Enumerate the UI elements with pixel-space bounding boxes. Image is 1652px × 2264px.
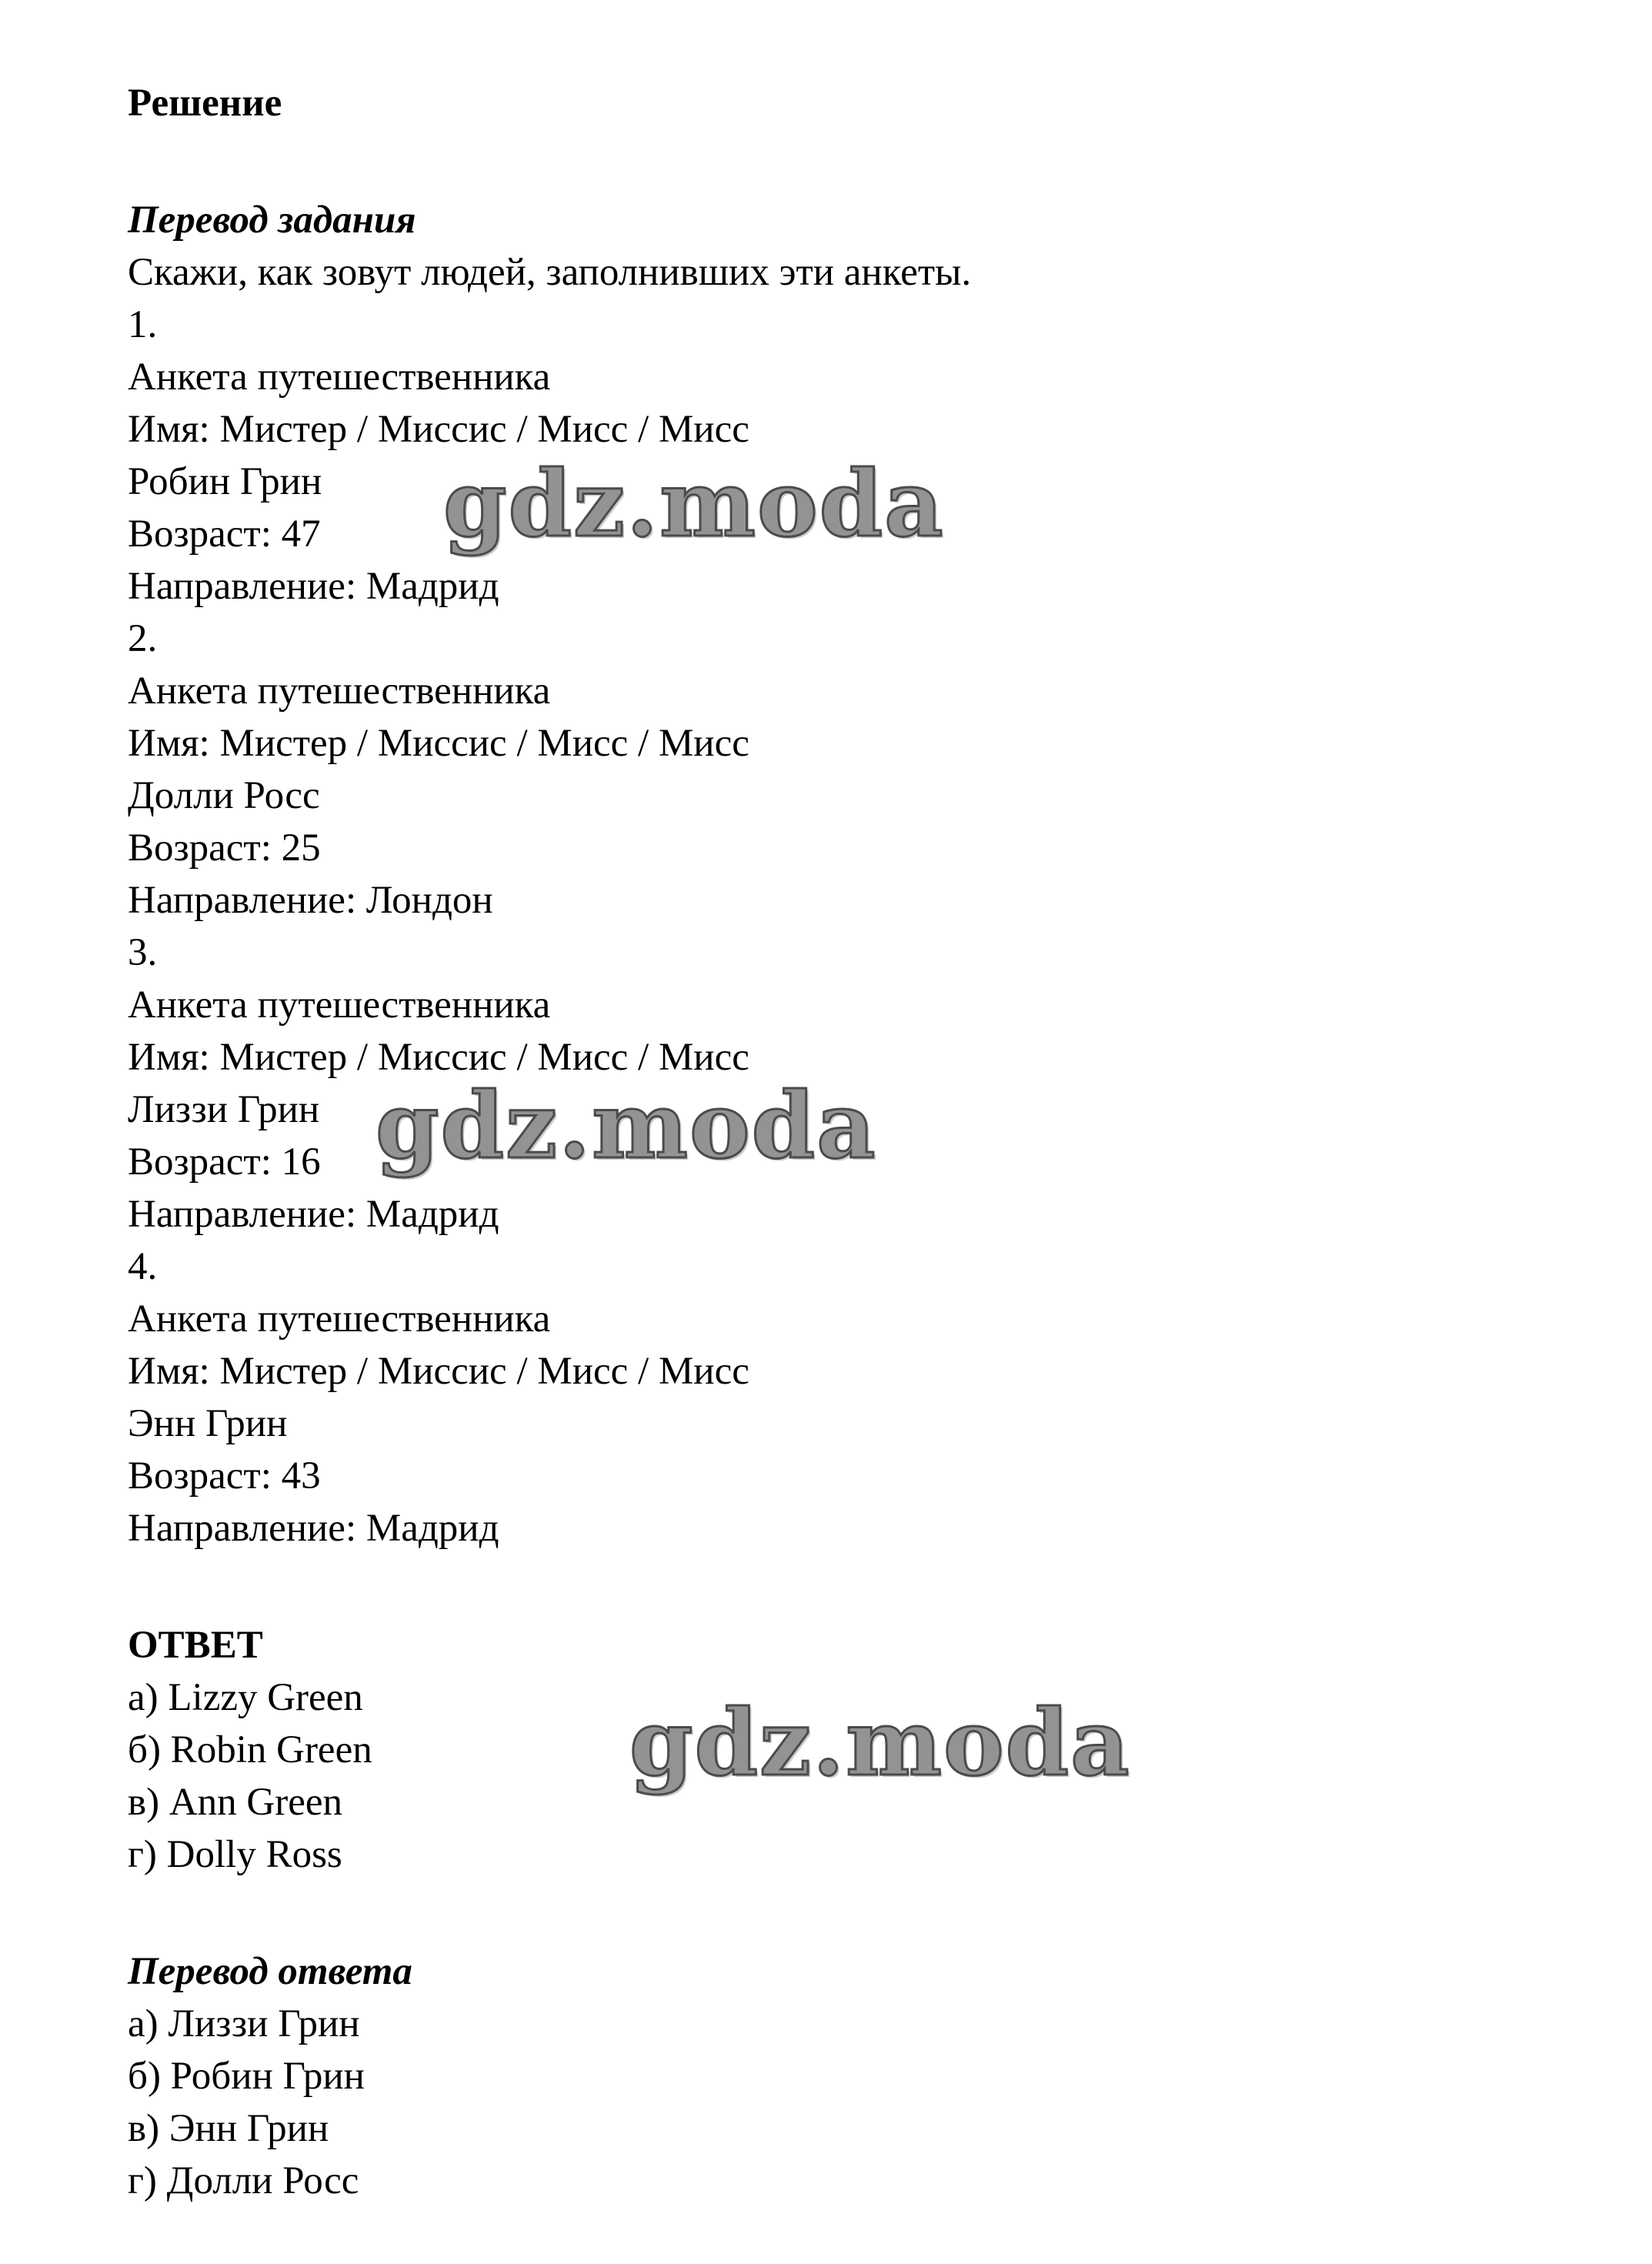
form-age: Возраст: 16 xyxy=(128,1140,321,1184)
form-person: Долли Росс xyxy=(128,774,320,817)
solution-heading: Решение xyxy=(128,82,282,125)
form-name-line: Имя: Мистер / Миссис / Мисс / Мисс xyxy=(128,722,749,765)
answer-translation-item: г) Долли Росс xyxy=(128,2159,359,2202)
form-name-line: Имя: Мистер / Миссис / Мисс / Мисс xyxy=(128,408,749,451)
traveller-form-4 xyxy=(128,1241,1590,1554)
form-person: Лиззи Грин xyxy=(128,1088,320,1131)
answer-item: в) Ann Green xyxy=(128,1781,342,1824)
form-person: Робин Грин xyxy=(128,460,322,503)
watermark-logo: gdz.moda xyxy=(375,1072,877,1179)
spacer xyxy=(128,1554,1590,1619)
answer-item: б) Robin Green xyxy=(128,1728,372,1771)
form-destination: Направление: Мадрид xyxy=(128,565,499,608)
form-name-line: Имя: Мистер / Миссис / Мисс / Мисс xyxy=(128,1036,749,1079)
answer-item: а) Lizzy Green xyxy=(128,1676,363,1719)
form-age: Возраст: 25 xyxy=(128,826,321,870)
answer-translation-item: а) Лиззи Грин xyxy=(128,2002,360,2045)
form-person: Энн Грин xyxy=(128,1402,288,1445)
form-destination: Направление: Лондон xyxy=(128,879,493,922)
form-title: Анкета путешественника xyxy=(128,670,551,713)
answer-heading: ОТВЕТ xyxy=(128,1624,263,1667)
task-instruction: Скажи, как зовут людей, заполнивших эти анкеты. xyxy=(128,251,972,294)
form-title: Анкета путешественника xyxy=(128,356,551,399)
task-translation-heading: Перевод задания xyxy=(128,199,416,242)
answer-translation-item: б) Робин Грин xyxy=(128,2055,365,2098)
spacer xyxy=(128,1881,1590,1945)
form-number: 1. xyxy=(128,303,158,346)
answer-translation-heading: Перевод ответа xyxy=(128,1950,412,1993)
form-title: Анкета путешественника xyxy=(128,1297,551,1341)
watermark-logo: gdz.moda xyxy=(629,1689,1131,1796)
form-name-line: Имя: Мистер / Миссис / Мисс / Мисс xyxy=(128,1350,749,1393)
traveller-form-2 xyxy=(128,613,1590,927)
form-number: 4. xyxy=(128,1245,158,1288)
form-title: Анкета путешественника xyxy=(128,983,551,1027)
form-number: 2. xyxy=(128,617,158,660)
form-destination: Направление: Мадрид xyxy=(128,1193,499,1236)
form-number: 3. xyxy=(128,931,158,974)
answer-translation-item: в) Энн Грин xyxy=(128,2107,329,2150)
form-age: Возраст: 43 xyxy=(128,1454,321,1498)
form-age: Возраст: 47 xyxy=(128,513,321,556)
spacer xyxy=(128,129,1590,194)
watermark-logo: gdz.moda xyxy=(443,450,945,557)
form-destination: Направление: Мадрид xyxy=(128,1507,499,1550)
answer-item: г) Dolly Ross xyxy=(128,1833,342,1876)
